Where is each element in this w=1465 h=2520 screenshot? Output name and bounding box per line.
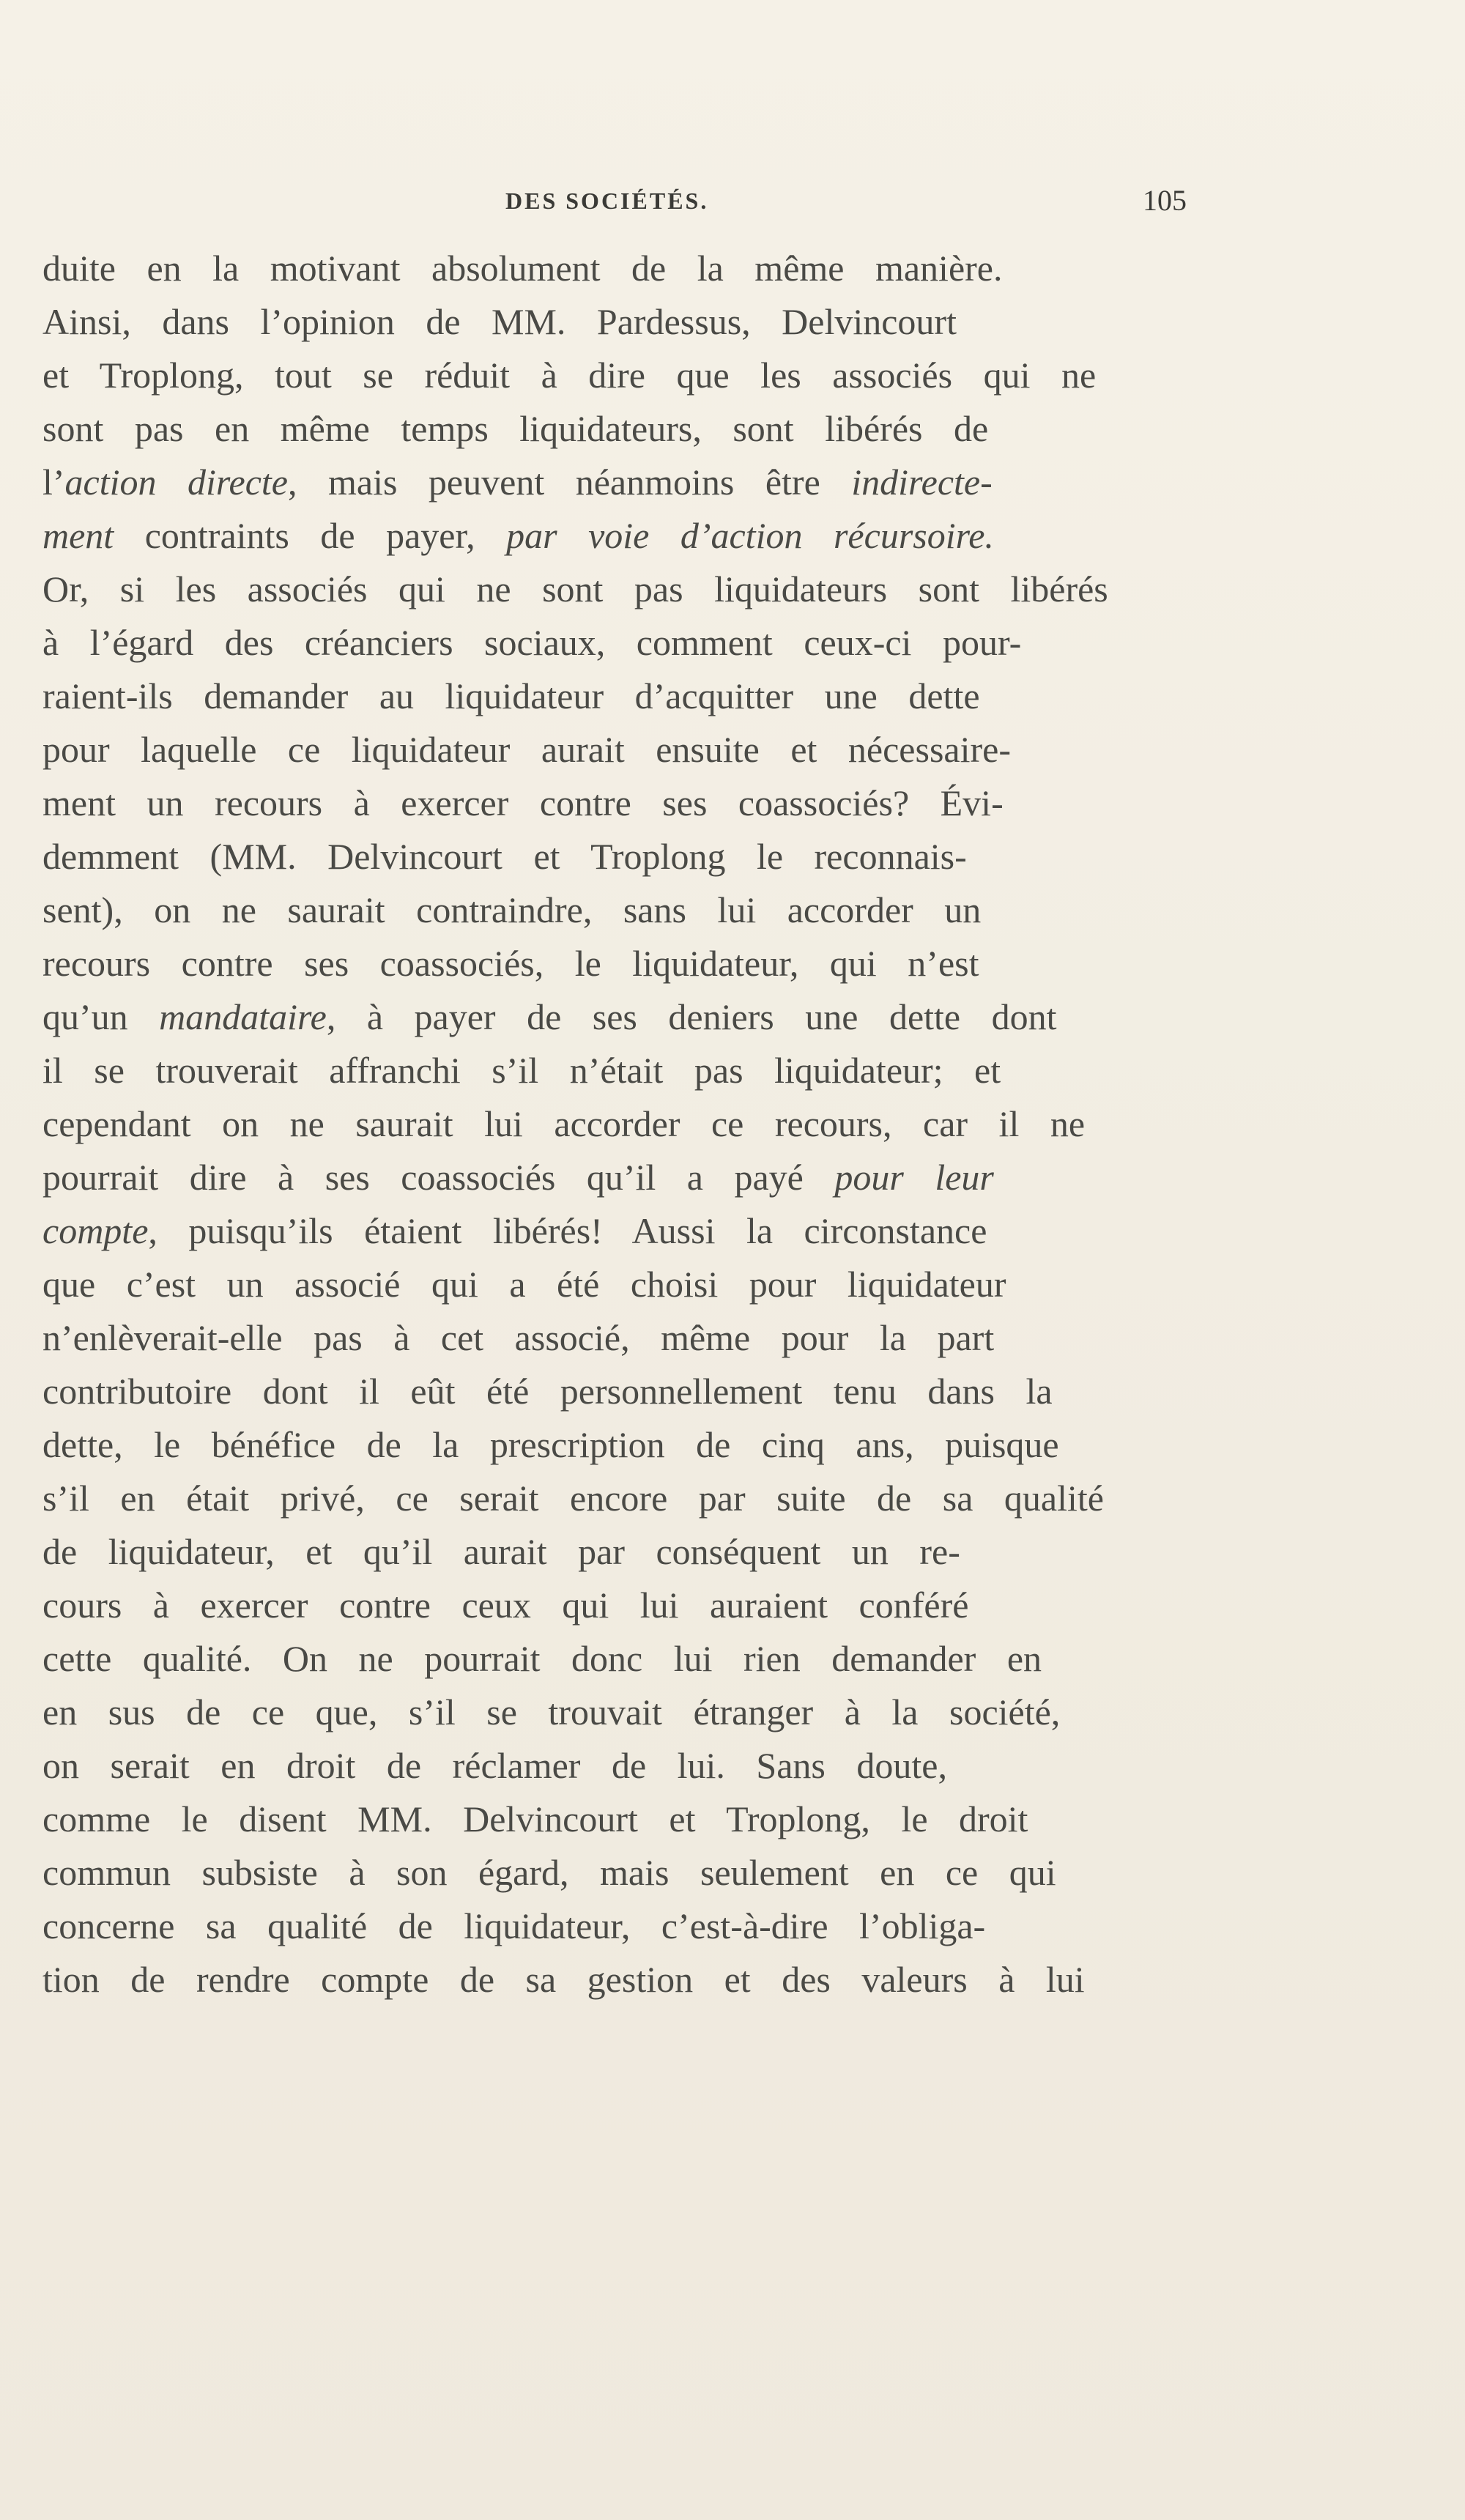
line-text: à l’égard des créanciers sociaux, comment ceux-ci pour- xyxy=(42,622,1022,663)
text-line xyxy=(42,1846,1214,1900)
line-text: cours à exercer contre ceux qui lui auraient conféré xyxy=(42,1585,969,1626)
line-text: , mais peuvent néanmoins être xyxy=(288,462,852,503)
text-line xyxy=(42,242,1214,295)
text-line xyxy=(42,1418,1214,1472)
text-line xyxy=(42,1472,1214,1525)
text-line xyxy=(42,509,1214,563)
text-line xyxy=(42,777,1214,830)
line-text: contributoire dont il eût été personnellement tenu dans la xyxy=(42,1371,1053,1412)
italic-text: mandataire xyxy=(159,996,327,1037)
text-line xyxy=(42,1632,1214,1686)
line-text: concerne sa qualité de liquidateur, c’est-à-dire l’obliga- xyxy=(42,1905,986,1946)
text-line xyxy=(42,1365,1214,1418)
italic-text: indirecte- xyxy=(851,462,993,503)
text-line xyxy=(42,1097,1214,1151)
text-line xyxy=(42,402,1214,456)
text-line xyxy=(42,1258,1214,1311)
text-line xyxy=(42,723,1214,777)
line-text: Ainsi, dans l’opinion de MM. Pardessus, Delvincourt xyxy=(42,301,957,342)
text-line xyxy=(42,349,1214,402)
line-text: demment (MM. Delvincourt et Troplong le reconnais- xyxy=(42,836,967,877)
text-line xyxy=(42,670,1214,723)
text-line xyxy=(42,563,1214,616)
line-text: pour laquelle ce liquidateur aurait ensuite et nécessaire- xyxy=(42,729,1011,770)
text-line xyxy=(42,1739,1214,1793)
page-number: 105 xyxy=(1143,184,1187,217)
line-text: comme le disent MM. Delvincourt et Troplong, le droit xyxy=(42,1798,1028,1839)
running-head: DES SOCIÉTÉS. xyxy=(505,188,709,214)
line-text: on serait en droit de réclamer de lui. Sans doute, xyxy=(42,1745,947,1786)
italic-text: action directe xyxy=(64,462,288,503)
text-line xyxy=(42,830,1214,883)
text-line xyxy=(42,295,1214,349)
line-text: raient-ils demander au liquidateur d’acquitter une dette xyxy=(42,675,980,716)
text-line xyxy=(42,937,1214,990)
line-text: cette qualité. On ne pourrait donc lui rien demander en xyxy=(42,1638,1042,1679)
italic-text: par voie d’action récursoire. xyxy=(506,515,994,556)
text-line xyxy=(42,616,1214,670)
line-text: pourrait dire à ses coassociés qu’il a payé xyxy=(42,1157,835,1198)
text-line xyxy=(42,1151,1214,1204)
line-text: , à payer de ses deniers une dette dont xyxy=(326,996,1057,1037)
italic-text: pour leur xyxy=(834,1157,994,1198)
line-text: contraints de payer, xyxy=(114,515,507,556)
line-text: cependant on ne saurait lui accorder ce recours, car il ne xyxy=(42,1103,1086,1144)
text-line xyxy=(42,1525,1214,1579)
italic-text: compte xyxy=(42,1210,149,1251)
line-text: n’enlèverait-elle pas à cet associé, même pour la part xyxy=(42,1317,995,1358)
text-line xyxy=(42,1204,1214,1258)
line-text: l’ xyxy=(42,462,65,503)
text-line xyxy=(42,1686,1214,1739)
line-text: en sus de ce que, s’il se trouvait étranger à la société, xyxy=(42,1691,1061,1732)
line-text: dette, le bénéfice de la prescription de cinq ans, puisque xyxy=(42,1424,1059,1465)
body-text xyxy=(42,242,1214,2006)
text-line xyxy=(42,1579,1214,1632)
line-text: sont pas en même temps liquidateurs, sont libérés de xyxy=(42,408,989,449)
text-line xyxy=(42,1900,1214,1953)
line-text: recours contre ses coassociés, le liquidateur, qui n’est xyxy=(42,943,979,984)
line-text: duite en la motivant absolument de la même manière. xyxy=(42,248,1003,289)
text-line xyxy=(42,456,1214,509)
text-line xyxy=(42,990,1214,1044)
text-line xyxy=(42,883,1214,937)
line-text: , puisqu’ils étaient libérés! Aussi la circonstance xyxy=(148,1210,987,1251)
line-text: ment un recours à exercer contre ses coassociés? Évi- xyxy=(42,782,1004,823)
line-text: sent), on ne saurait contraindre, sans lui accorder un xyxy=(42,889,982,930)
line-text: commun subsiste à son égard, mais seulement en ce qui xyxy=(42,1852,1056,1893)
line-text: s’il en était privé, ce serait encore par suite de sa qualité xyxy=(42,1478,1104,1519)
line-text: de liquidateur, et qu’il aurait par conséquent un re- xyxy=(42,1531,960,1572)
italic-text: ment xyxy=(42,515,114,556)
text-line xyxy=(42,1044,1214,1097)
line-text: que c’est un associé qui a été choisi pour liquidateur xyxy=(42,1264,1006,1305)
line-text: il se trouverait affranchi s’il n’était pas liquidateur; et xyxy=(42,1050,1001,1091)
line-text: tion de rendre compte de sa gestion et des valeurs à lui xyxy=(42,1959,1085,2000)
text-line xyxy=(42,1793,1214,1846)
line-text: et Troplong, tout se réduit à dire que les associés qui ne xyxy=(42,355,1097,396)
line-text: Or, si les associés qui ne sont pas liquidateurs sont libérés xyxy=(42,568,1108,609)
text-line xyxy=(42,1311,1214,1365)
line-text: qu’un xyxy=(42,996,160,1037)
text-line xyxy=(42,1953,1214,2006)
